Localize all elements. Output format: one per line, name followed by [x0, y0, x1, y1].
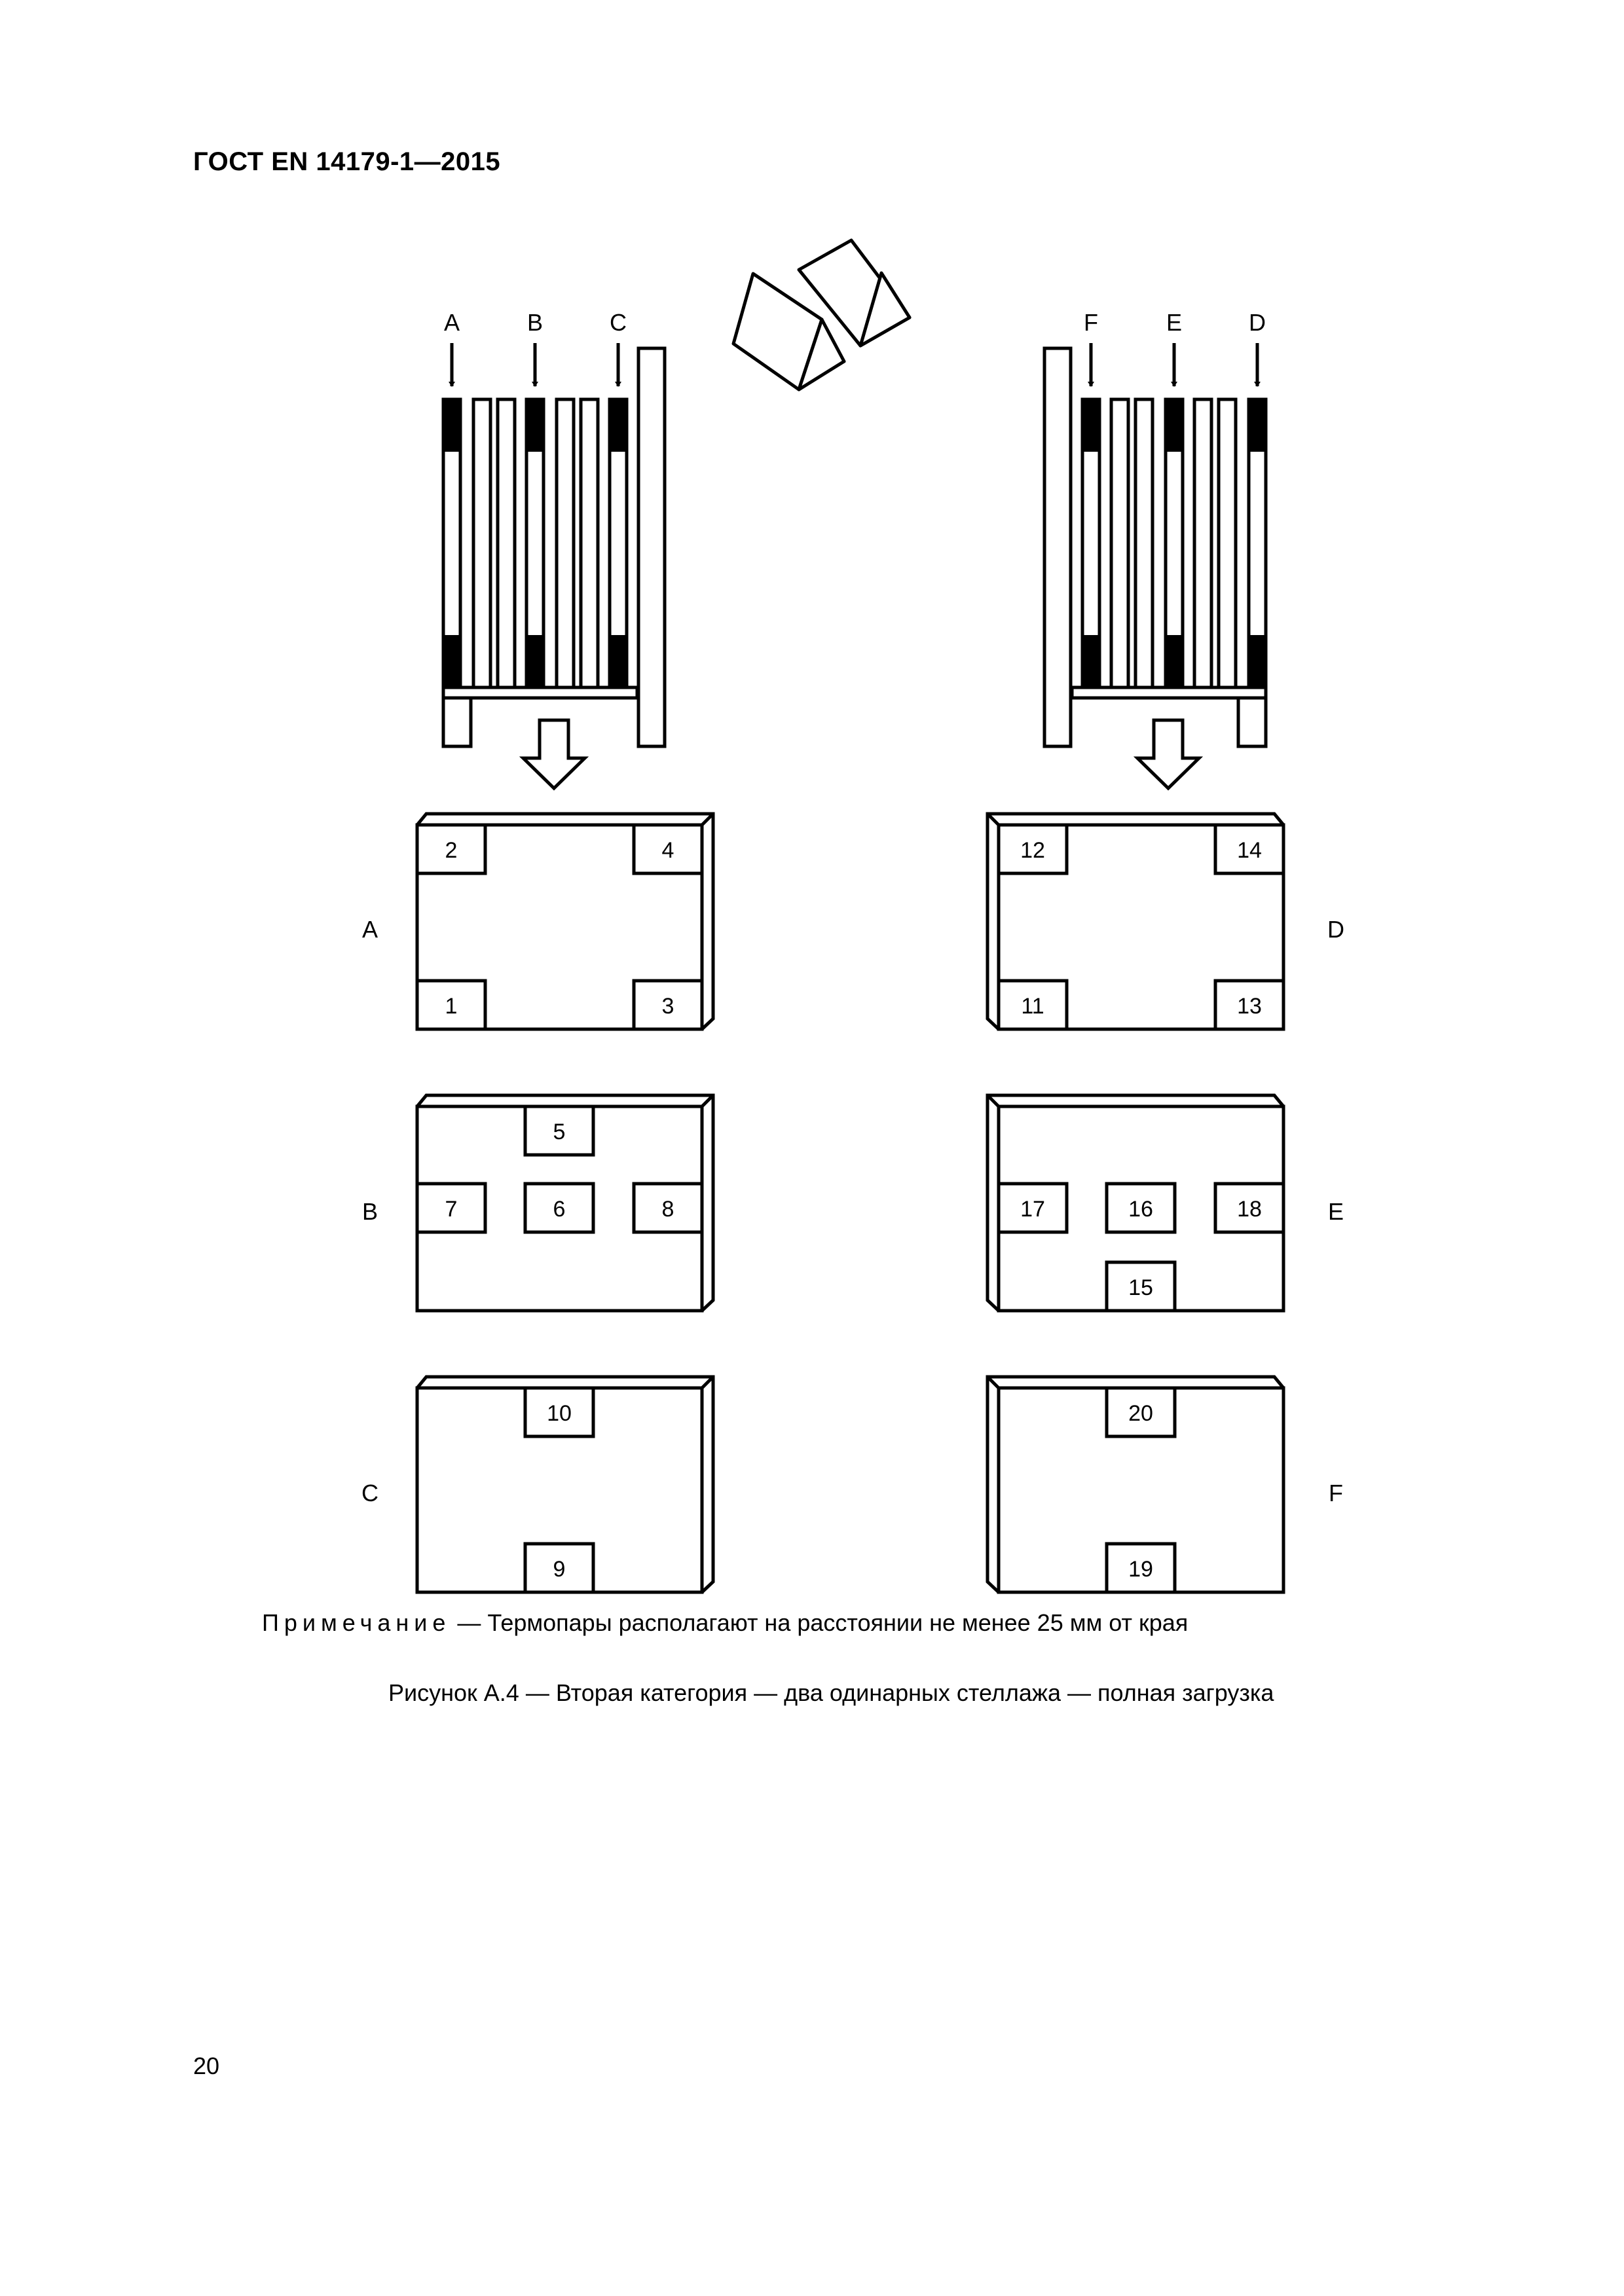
panel-label-a: A	[361, 916, 378, 943]
rack-arrow-label-c: C	[610, 309, 627, 336]
document-number: ГОСТ EN 14179-1—2015	[193, 147, 501, 176]
rack-leg	[1238, 698, 1266, 746]
thermocouple-label-14: 14	[1237, 838, 1262, 863]
thermocouple-label-10: 10	[547, 1401, 572, 1426]
panel-label-f: F	[1329, 1480, 1343, 1506]
right-rack	[1044, 343, 1266, 788]
rack-upright	[1044, 348, 1071, 746]
panel-label-c: C	[361, 1480, 378, 1506]
rack-arrow-label-f: F	[1084, 309, 1098, 336]
thermocouple-label-5: 5	[553, 1120, 566, 1144]
rack-arrow-label-e: E	[1166, 309, 1183, 336]
thermocouple-label-18: 18	[1237, 1197, 1262, 1222]
rack-arrow-label-a: A	[443, 309, 460, 336]
glass-plate	[473, 399, 490, 687]
figure-caption: Рисунок А.4 — Вторая категория — два одинарных стеллажа — полная загрузка	[388, 1679, 1274, 1706]
rack-arrow-label-d: D	[1249, 309, 1266, 336]
thermocouple-label-9: 9	[553, 1557, 566, 1582]
thermocouple-label-12: 12	[1020, 838, 1045, 863]
glass-plate	[1135, 399, 1153, 687]
glass-plate	[498, 399, 515, 687]
glass-plate	[557, 399, 574, 687]
panel-label-e: E	[1327, 1198, 1344, 1225]
figure-note	[262, 1609, 1188, 1637]
triangle-rack-symbol	[733, 240, 910, 390]
thermocouple-label-2: 2	[445, 838, 458, 863]
rack-arrow-label-b: B	[526, 309, 544, 336]
thermocouple-label-8: 8	[661, 1197, 674, 1222]
glass-plate	[1194, 399, 1211, 687]
rack-leg	[443, 698, 471, 746]
thermocouple-label-19: 19	[1128, 1557, 1153, 1582]
rack-upright	[638, 348, 665, 746]
glass-plate	[1219, 399, 1236, 687]
thermocouple-label-11: 11	[1021, 994, 1044, 1019]
thermocouple-label-17: 17	[1020, 1197, 1045, 1222]
glass-plate	[581, 399, 598, 687]
thermocouple-label-13: 13	[1237, 994, 1262, 1019]
thermocouple-label-20: 20	[1128, 1401, 1153, 1426]
thermocouple-label-4: 4	[661, 838, 674, 863]
panel-label-d: D	[1327, 916, 1344, 943]
note-label: Примечание	[262, 1609, 451, 1636]
note-text: — Термопары располагают на расстоянии не менее 25 мм от края	[451, 1609, 1189, 1636]
load-arrow-right	[1137, 720, 1199, 788]
left-rack	[443, 343, 665, 788]
thermocouple-label-15: 15	[1128, 1275, 1153, 1300]
panel-label-b: B	[361, 1198, 378, 1225]
load-arrow-left	[523, 720, 585, 788]
thermocouple-label-6: 6	[553, 1197, 566, 1222]
glass-plate	[1111, 399, 1128, 687]
thermocouple-label-3: 3	[661, 994, 674, 1019]
thermocouple-label-7: 7	[445, 1197, 458, 1222]
thermocouple-label-1: 1	[445, 994, 458, 1019]
thermocouple-label-16: 16	[1128, 1197, 1153, 1222]
page-number: 20	[193, 2052, 220, 2079]
